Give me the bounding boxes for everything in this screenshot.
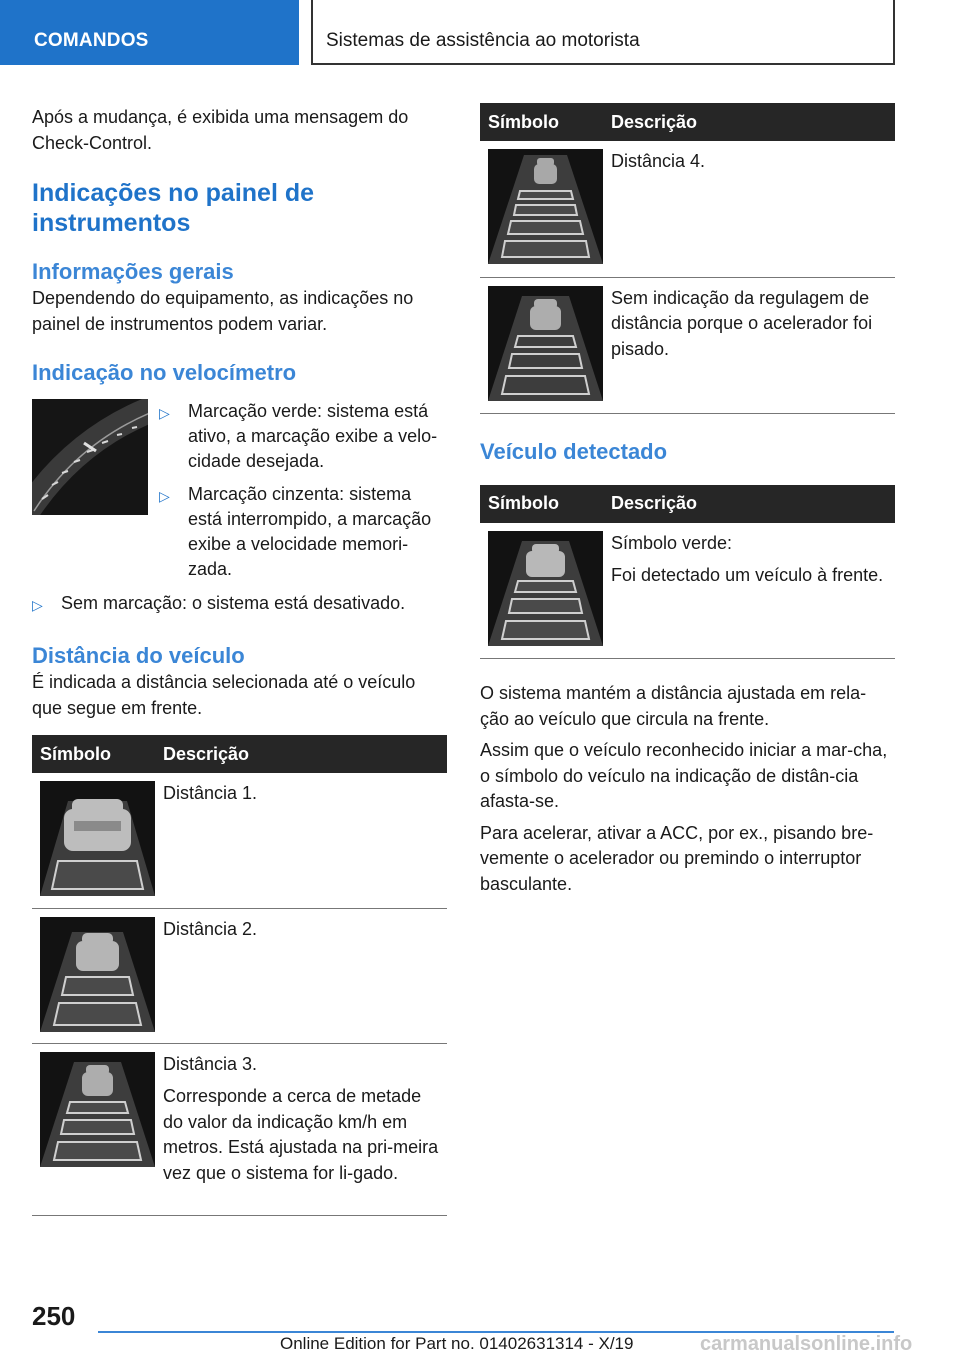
bullet-grey	[159, 482, 449, 582]
column-header-description: Descrição	[603, 103, 895, 141]
car-shape	[76, 933, 119, 971]
description-line: Distância 3.	[163, 1053, 258, 1074]
subheading-vehicle-detected: Veículo detectado	[480, 438, 668, 464]
description-cell	[155, 773, 447, 908]
symbol-cell	[32, 908, 155, 1043]
subheading-distance: Distância do veículo	[32, 643, 245, 668]
description-cell	[603, 523, 895, 659]
description-line: Sem indicação da regulagem de distância porque o acelerador foi pisado.	[611, 287, 873, 359]
car-shape	[82, 1065, 113, 1096]
header-divider	[311, 0, 313, 65]
column-header-symbol: Símbolo	[32, 735, 155, 773]
description-line: Distância 1.	[163, 783, 258, 803]
car-shape	[534, 158, 557, 184]
subheading-general: Informações gerais	[32, 259, 234, 284]
symbol-cell	[32, 773, 155, 908]
speedometer-block	[32, 399, 447, 579]
description-line: Símbolo verde:	[611, 532, 733, 553]
right-column	[480, 103, 895, 897]
detected-table	[480, 485, 895, 660]
bullet-text: Marcação verde: sistema está ativo, a marcação exibe a velo-cidade desejada.	[188, 401, 438, 471]
description-cell	[155, 908, 447, 1043]
body-paragraph: Para acelerar, ativar a ACC, por ex., pisando bre-vemente o acelerador ou premindo o interruptor basculante.	[480, 822, 874, 894]
body-paragraph: Assim que o veículo reconhecido iniciar a mar-cha, o símbolo do veículo na indicação de distân-cia afasta-se.	[480, 740, 888, 811]
distance-4-image	[488, 149, 603, 264]
column-header-description: Descrição	[155, 735, 447, 773]
table-row	[32, 908, 447, 1043]
table-header	[480, 485, 895, 523]
section-tab	[0, 0, 299, 65]
column-header-symbol: Símbolo	[480, 103, 603, 141]
symbol-cell	[480, 141, 603, 277]
table-row	[480, 141, 895, 277]
description-line: Distância 2.	[163, 918, 258, 939]
description-line: Corresponde a cerca de metade do valor da indicação km/h em metros. Está ajustada na pri-meira vez que o sistema for li-gado.	[163, 1086, 439, 1183]
description-cell	[155, 1043, 447, 1215]
triangle-bullet-icon: ▷	[32, 597, 43, 613]
bullet-text: Marcação cinzenta: sistema está interrompido, a marcação exibe a velocidade memori-zada.	[188, 484, 432, 579]
table-header	[480, 103, 895, 141]
subheading-speedometer: Indicação no velocímetro	[32, 360, 297, 385]
bullet-text: Sem marcação: o sistema está desativado.	[61, 593, 406, 613]
section-label: COMANDOS	[34, 30, 149, 51]
table-row	[32, 773, 447, 908]
body-paragraph: O sistema mantém a distância ajustada em rela-ção ao veículo que circula na frente.	[480, 683, 867, 729]
table-header	[32, 735, 447, 773]
page-number: 250	[32, 1301, 76, 1331]
header-right-rule	[893, 0, 895, 65]
no-regulation-image	[488, 286, 603, 401]
speedometer-image	[32, 399, 148, 515]
header-rule	[311, 63, 895, 65]
vehicle-detected-image	[488, 531, 603, 646]
distance-text: É indicada a distância selecionada até o veículo que segue em frente.	[32, 672, 416, 718]
left-column	[32, 105, 447, 1216]
intro-text: Após a mudança, é exibida uma mensagem do Check-Control.	[32, 107, 409, 153]
bullet-none	[32, 591, 447, 616]
edition-text: Online Edition for Part no. 01402631314 - X/19	[280, 1334, 634, 1353]
column-header-symbol: Símbolo	[480, 485, 603, 523]
description-line: Foi detectado um veículo à frente.	[611, 565, 884, 585]
distance-3-image	[40, 1052, 155, 1167]
column-header-description: Descrição	[603, 485, 895, 523]
description-line: Distância 4.	[611, 151, 706, 171]
section-heading: Indicações no painel de instrumentos	[32, 179, 315, 237]
distance-2-image	[40, 917, 155, 1032]
distance-table-continued	[480, 103, 895, 414]
symbol-cell	[480, 277, 603, 413]
symbol-cell	[480, 523, 603, 659]
table-row	[480, 523, 895, 659]
description-cell	[603, 141, 895, 277]
table-row	[480, 277, 895, 413]
description-cell	[603, 277, 895, 413]
triangle-bullet-icon: ▷	[159, 488, 170, 504]
car-shape	[530, 299, 561, 330]
table-row	[32, 1043, 447, 1215]
distance-1-image	[40, 781, 155, 896]
distance-table	[32, 735, 447, 1216]
watermark: carmanualsonline.info	[700, 1333, 913, 1355]
general-text: Dependendo do equipamento, as indicações no painel de instrumentos podem variar.	[32, 288, 414, 334]
triangle-bullet-icon: ▷	[159, 405, 170, 421]
bullet-green	[159, 399, 449, 474]
chapter-title: Sistemas de assistência ao motorista	[326, 30, 640, 51]
symbol-cell	[32, 1043, 155, 1215]
speedometer-bullets	[159, 399, 449, 590]
